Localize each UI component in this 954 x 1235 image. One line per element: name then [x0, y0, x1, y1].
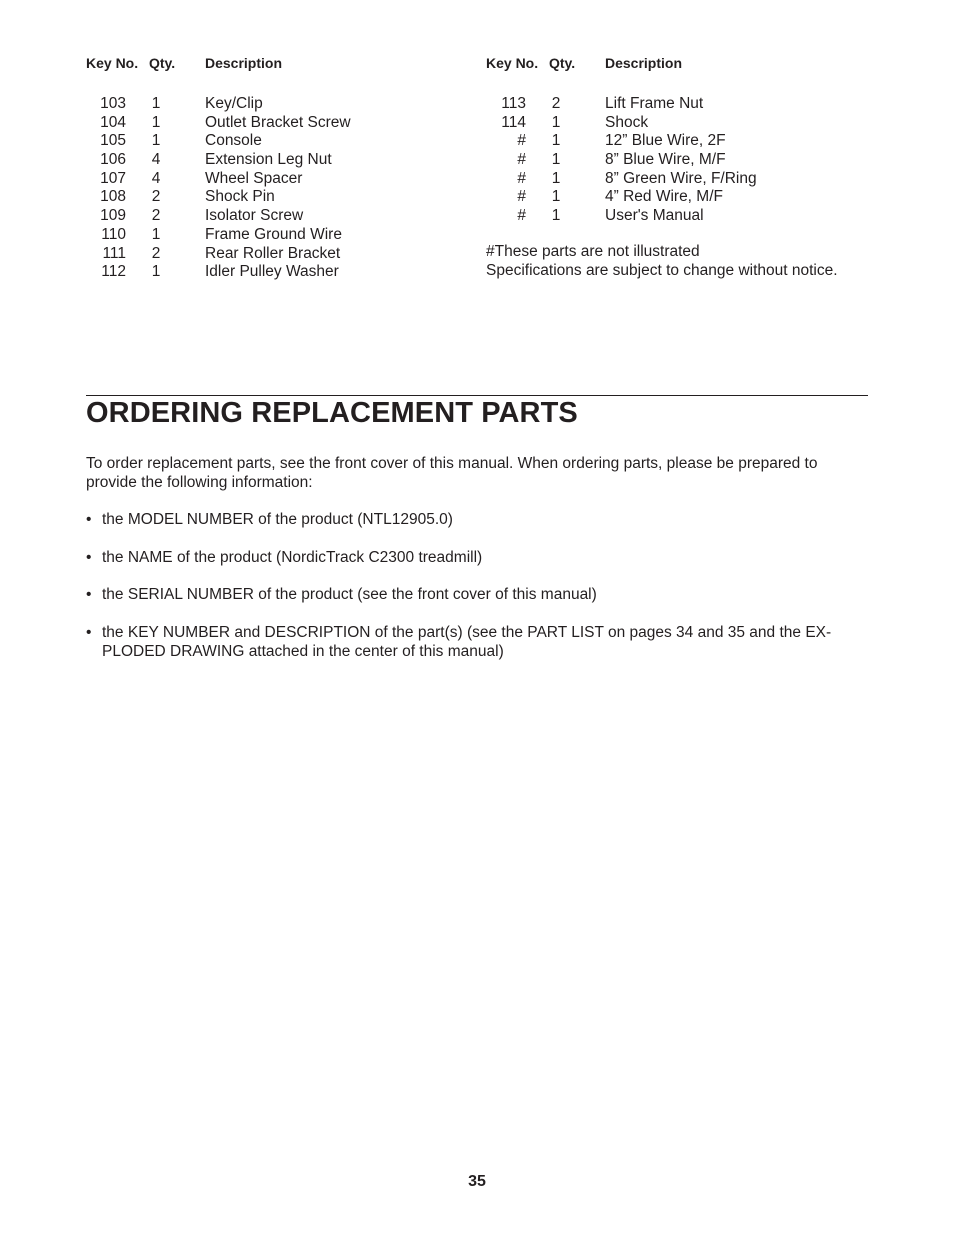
- table-row: [86, 245, 466, 264]
- table-row: [86, 95, 466, 114]
- qty-cell: 1: [551, 169, 561, 187]
- key-no-cell: 108: [100, 188, 126, 206]
- parts-list-right: [486, 55, 906, 226]
- page-number: 35: [468, 1173, 486, 1190]
- list-item: [86, 623, 846, 661]
- bullet-icon: •: [86, 511, 92, 528]
- key-no-cell: 104: [100, 113, 126, 131]
- header-qty: Qty.: [549, 55, 576, 71]
- qty-cell: 1: [151, 225, 161, 243]
- list-item-text: the KEY NUMBER and DESCRIPTION of the part(s) (see the PART LIST on pages 34 and 35 and the EX-PLODED DRAWING attached in the center of this manual): [102, 623, 832, 660]
- header-description: Description: [605, 55, 683, 71]
- table-row: [86, 207, 466, 226]
- qty-cell: 2: [151, 207, 161, 225]
- qty-cell: 1: [551, 207, 561, 225]
- qty-cell: 4: [151, 169, 161, 187]
- table-row: [86, 263, 466, 282]
- required-info-list: [86, 510, 846, 679]
- table-row: [86, 114, 466, 133]
- description-cell: Idler Pulley Washer: [205, 263, 339, 281]
- list-item-text: the NAME of the product (NordicTrack C2300 treadmill): [102, 548, 483, 566]
- qty-cell: 1: [551, 113, 561, 131]
- key-no-cell: 113: [501, 95, 526, 112]
- list-item: [86, 585, 846, 604]
- parts-list-left: [86, 55, 466, 282]
- qty-cell: 1: [151, 263, 161, 281]
- description-cell: Frame Ground Wire: [205, 225, 342, 243]
- parts-notes: [486, 242, 838, 280]
- key-no-cell: 112: [101, 263, 126, 281]
- description-cell: Key/Clip: [205, 95, 263, 112]
- table-row: [486, 188, 906, 207]
- intro-paragraph: To order replacement parts, see the front cover of this manual. When ordering parts, please be prepared to provide the following information:: [86, 455, 818, 491]
- bullet-icon: •: [86, 548, 92, 566]
- description-cell: 8” Green Wire, F/Ring: [605, 169, 757, 187]
- table-row: [86, 170, 466, 189]
- list-item: [86, 548, 846, 567]
- table-row: [86, 226, 466, 245]
- description-cell: Shock Pin: [205, 188, 275, 206]
- not-illustrated-note: #These parts are not illustrated: [486, 243, 700, 260]
- key-no-cell: 103: [100, 95, 126, 112]
- key-no-cell: #: [517, 207, 526, 225]
- bullet-icon: •: [86, 623, 92, 641]
- header-description: Description: [205, 55, 283, 71]
- key-no-cell: #: [517, 188, 526, 206]
- description-cell: Outlet Bracket Screw: [205, 113, 351, 131]
- table-row: [486, 170, 906, 189]
- description-cell: Isolator Screw: [205, 207, 304, 225]
- qty-cell: 1: [551, 188, 561, 206]
- table-row: [486, 114, 906, 133]
- key-no-cell: 110: [101, 225, 126, 243]
- qty-cell: 2: [151, 188, 161, 206]
- table-row: [86, 151, 466, 170]
- table-row: [486, 207, 906, 226]
- key-no-cell: 107: [100, 169, 126, 187]
- description-cell: Rear Roller Bracket: [205, 244, 341, 262]
- key-no-cell: #: [517, 132, 526, 150]
- key-no-cell: 105: [100, 132, 126, 150]
- table-row: [86, 132, 466, 151]
- description-cell: Lift Frame Nut: [605, 95, 704, 112]
- list-item-text: the MODEL NUMBER of the product (NTL12905.0): [102, 511, 453, 528]
- parts-list-header: [486, 55, 906, 75]
- qty-cell: 2: [551, 95, 561, 112]
- key-no-cell: 114: [501, 113, 526, 131]
- description-cell: 4” Red Wire, M/F: [605, 188, 723, 206]
- list-item-text: the SERIAL NUMBER of the product (see the front cover of this manual): [102, 586, 597, 603]
- description-cell: User's Manual: [605, 207, 704, 225]
- table-row: [486, 132, 906, 151]
- key-no-cell: #: [517, 151, 526, 169]
- table-row: [486, 151, 906, 170]
- qty-cell: 1: [151, 113, 161, 131]
- description-cell: 8” Blue Wire, M/F: [605, 151, 726, 169]
- key-no-cell: 106: [100, 151, 126, 169]
- header-qty: Qty.: [149, 55, 176, 71]
- section-title: ORDERING REPLACEMENT PARTS: [86, 397, 578, 429]
- parts-rows-right: [486, 95, 906, 226]
- header-key-no: Key No.: [86, 55, 139, 71]
- parts-list-header: [86, 55, 466, 75]
- key-no-cell: 109: [100, 207, 126, 225]
- key-no-cell: #: [517, 169, 526, 187]
- bullet-icon: •: [86, 586, 92, 603]
- qty-cell: 1: [151, 95, 161, 112]
- description-cell: Shock: [605, 113, 649, 131]
- qty-cell: 2: [151, 244, 161, 262]
- list-item: [86, 510, 846, 529]
- key-no-cell: 111: [102, 244, 126, 262]
- qty-cell: 1: [151, 132, 161, 150]
- parts-rows-left: [86, 95, 466, 282]
- qty-cell: 1: [551, 132, 561, 150]
- description-cell: 12” Blue Wire, 2F: [605, 132, 726, 150]
- header-key-no: Key No.: [486, 55, 539, 71]
- qty-cell: 4: [151, 151, 161, 169]
- specifications-note: Specifications are subject to change without notice.: [486, 262, 838, 279]
- section-divider: [86, 395, 868, 396]
- table-row: [486, 95, 906, 114]
- table-row: [86, 188, 466, 207]
- description-cell: Extension Leg Nut: [205, 151, 332, 169]
- qty-cell: 1: [551, 151, 561, 169]
- description-cell: Console: [205, 132, 262, 150]
- description-cell: Wheel Spacer: [205, 169, 303, 187]
